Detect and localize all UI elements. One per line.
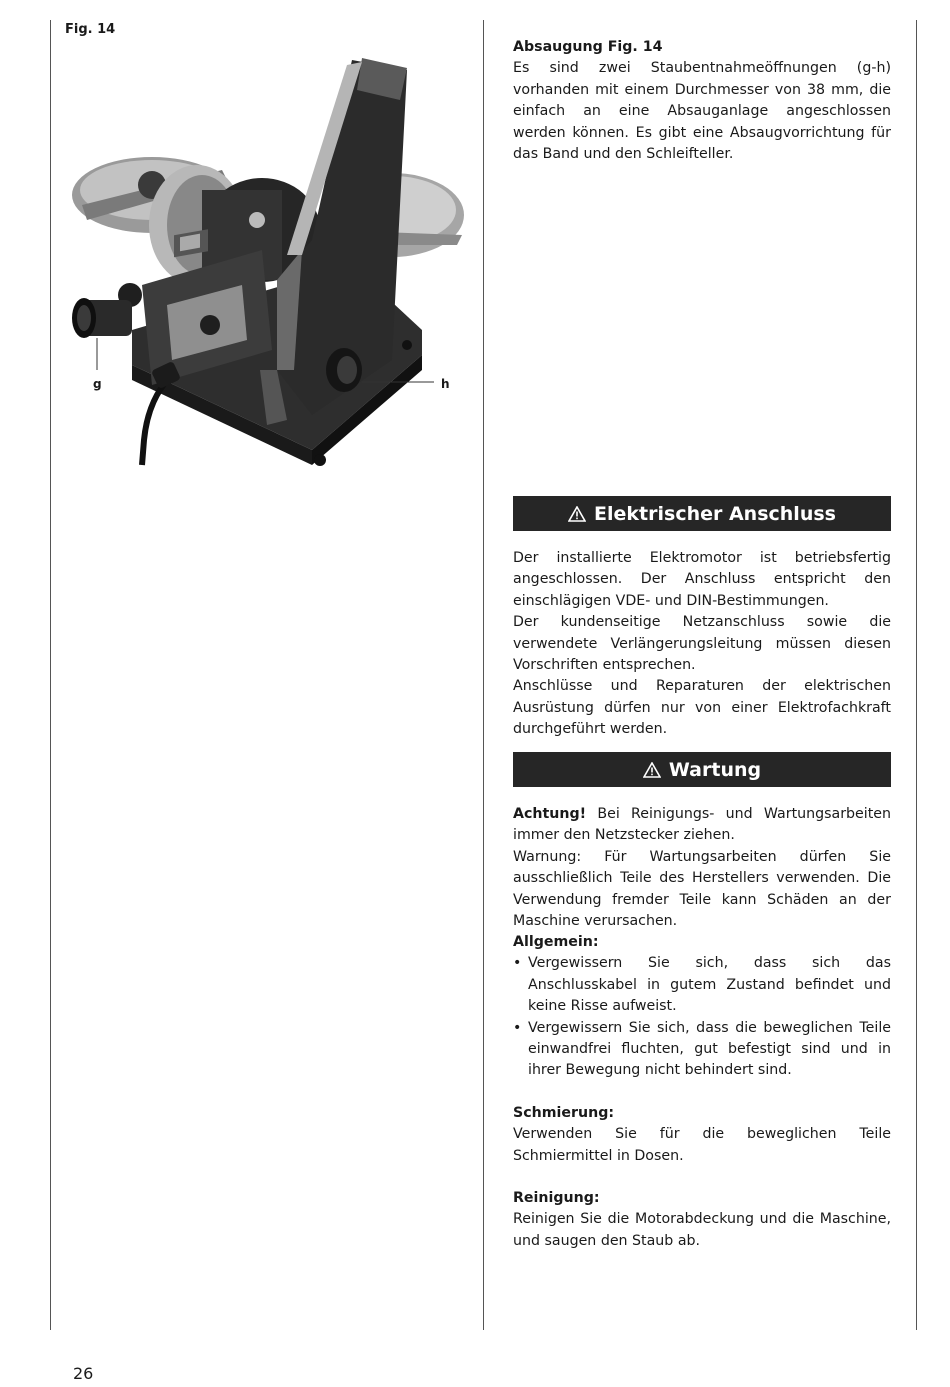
list-item: • Vergewissern Sie sich, dass sich das Anschlusskabel in gutem Zustand befindet und keine Risse aufweist. bbox=[513, 953, 891, 1017]
right-column-rule bbox=[916, 20, 917, 1330]
figure-label: Fig. 14 bbox=[65, 22, 116, 37]
page-number: 26 bbox=[73, 1364, 94, 1383]
absaugung-heading: Absaugung Fig. 14 bbox=[513, 39, 663, 55]
achtung-label: Achtung! bbox=[513, 806, 587, 822]
wartung-body bbox=[513, 804, 891, 932]
reinigung-section bbox=[513, 1188, 891, 1252]
achtung-text: Bei Reinigungs- und Wartungsarbeiten immer den Netzstecker ziehen. bbox=[513, 806, 891, 844]
warning-triangle-icon bbox=[643, 762, 661, 778]
schmierung-heading: Schmierung: bbox=[513, 1105, 615, 1121]
elektrischer-anschluss-header bbox=[513, 496, 891, 531]
achtung-paragraph bbox=[513, 804, 891, 847]
center-column-rule bbox=[483, 20, 484, 1330]
schmierung-text: Verwenden Sie für die beweglichen Teile Schmiermittel in Dosen. bbox=[513, 1126, 891, 1164]
allgemein-heading: Allgemein: bbox=[513, 934, 599, 950]
elektro-paragraph-3: Anschlüsse und Reparaturen der elektrischen Ausrüstung dürfen nur von einer Elektrofachkraft durchgeführt werden. bbox=[513, 678, 891, 738]
reinigung-heading: Reinigung: bbox=[513, 1190, 600, 1206]
left-column-rule bbox=[50, 20, 51, 1330]
elektro-paragraph-1: Der installierte Elektromotor ist betriebsfertig angeschlossen. Der Anschluss entspricht den einschlägigen VDE- und DIN-Bestimmungen. bbox=[513, 550, 891, 609]
absaugung-text: Es sind zwei Staubentnahmeöffnungen (g-h) vorhanden mit einem Durchmesser von 38 mm, die einfach an eine Absauganlage angeschlossen werden können. Es gibt eine Absaugvorrichtung für das Band und den Schleifteller. bbox=[513, 60, 891, 163]
elektro-paragraph-2: Der kundenseitige Netzanschluss sowie die verwendete Verlängerungsleitung müssen diesen Vorschriften entsprechen. bbox=[513, 614, 891, 674]
reinigung-text: Reinigen Sie die Motorabdeckung und die Maschine, und saugen den Staub ab. bbox=[513, 1211, 891, 1249]
elektrischer-anschluss-body bbox=[513, 548, 891, 741]
callout-g: g bbox=[93, 377, 102, 391]
wartung-title: Wartung bbox=[668, 758, 762, 781]
allgemein-section bbox=[513, 932, 891, 1082]
callout-h: h bbox=[441, 377, 450, 391]
wartung-header bbox=[513, 752, 891, 787]
list-item: • Vergewissern Sie sich, dass die beweglichen Teile einwandfrei fluchten, gut befestigt sind und in ihrer Bewegung nicht behindert sind. bbox=[513, 1018, 891, 1082]
elektrischer-anschluss-title: Elektrischer Anschluss bbox=[594, 502, 836, 525]
allgemein-list bbox=[513, 953, 891, 1081]
schmierung-section bbox=[513, 1103, 891, 1167]
absaugung-section bbox=[513, 37, 891, 165]
warning-triangle-icon bbox=[568, 506, 586, 522]
belt-disc-sander-photo bbox=[62, 40, 482, 480]
warnung-paragraph: Warnung: Für Wartungsarbeiten dürfen Sie ausschließlich Teile des Herstellers verwenden. Die Verwendung fremder Teile kann Schäden an der Maschine verursachen. bbox=[513, 848, 891, 930]
